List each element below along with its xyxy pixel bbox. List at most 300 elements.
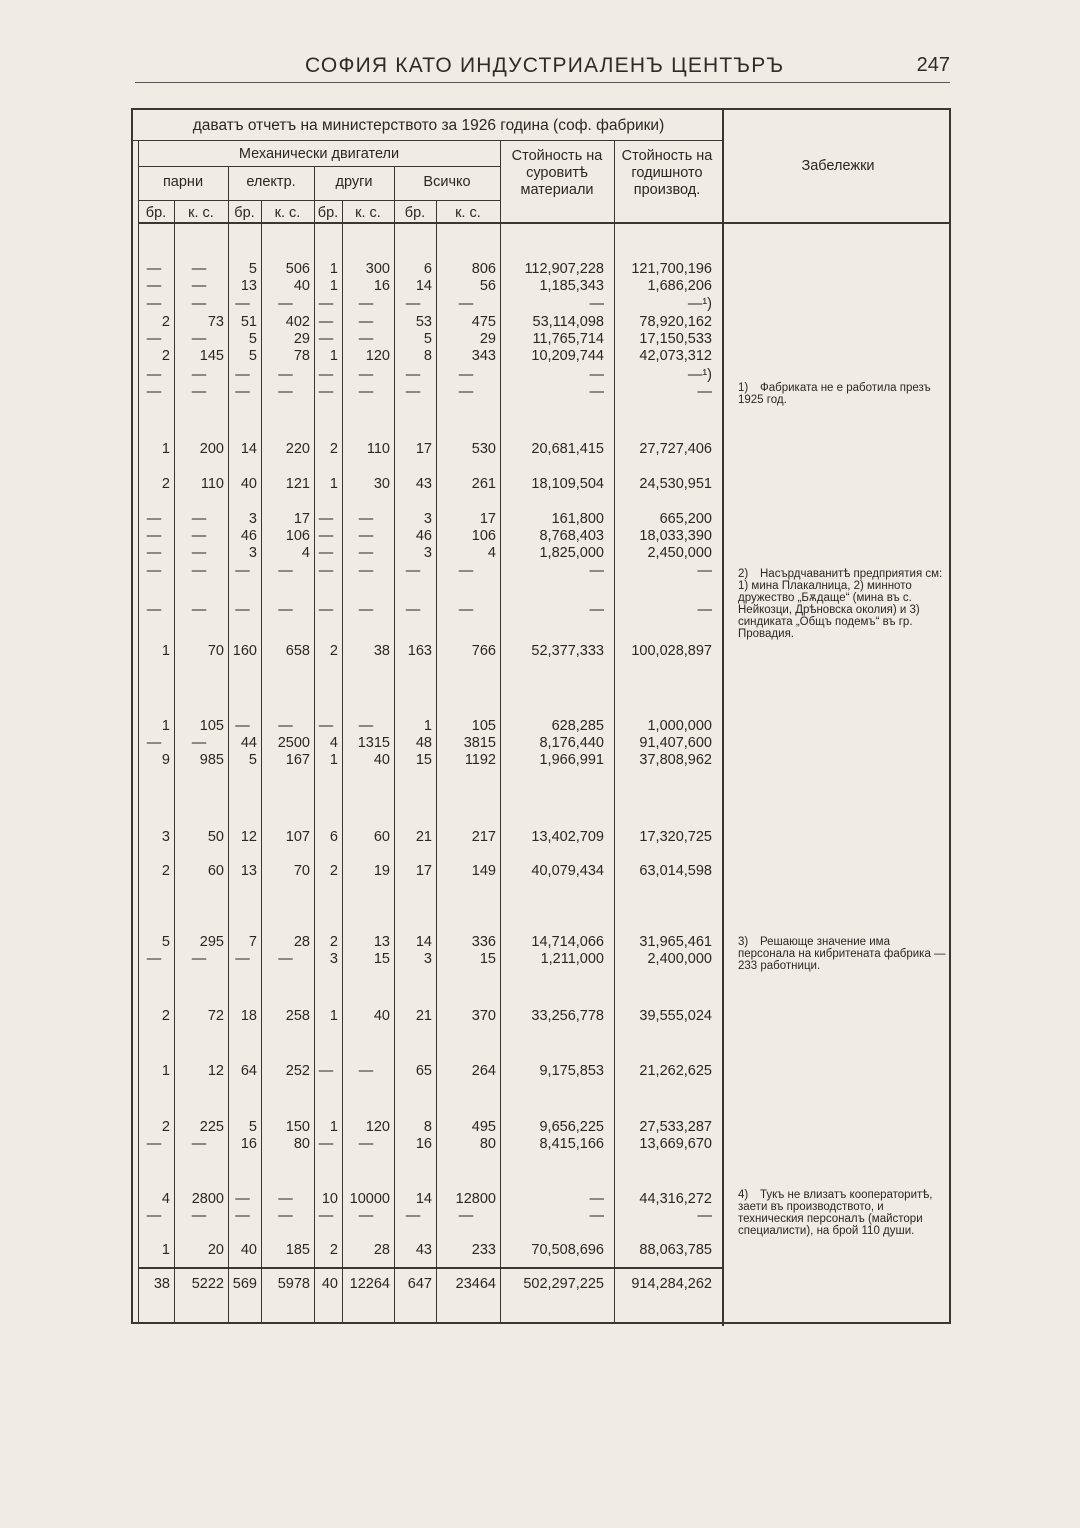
table-cell: 121 <box>285 476 310 492</box>
table-cell: 40 <box>240 476 257 492</box>
table-cell: 63,014,598 <box>639 863 712 879</box>
table-cell: 5 <box>423 331 432 347</box>
table-cell: 1 <box>161 643 170 659</box>
table-cell: 336 <box>471 934 496 950</box>
table-cell: 1,000,000 <box>647 718 712 734</box>
table-cell: — <box>358 563 374 579</box>
table-cell: 17 <box>479 511 496 527</box>
table-cell: — <box>278 563 293 579</box>
footnote-number: 3) <box>738 936 749 948</box>
footnote-text: Фабриката не е работила презъ 1925 год. <box>738 382 931 406</box>
table-cell: — <box>589 602 604 618</box>
table-cell: 2 <box>329 1242 338 1258</box>
table-cell: 16 <box>240 1136 257 1152</box>
table-cell: 3 <box>161 829 170 845</box>
table-cell: — <box>278 602 293 618</box>
table-cell: — <box>146 602 162 618</box>
total-cell: 502,297,225 <box>523 1276 604 1292</box>
table-cell: 17,150,533 <box>639 331 712 347</box>
table-cell: 1 <box>329 278 338 294</box>
total-cell: 12264 <box>349 1276 390 1292</box>
table-cell: — <box>318 331 334 347</box>
table-cell: 18,033,390 <box>639 528 712 544</box>
table-cell: 402 <box>285 314 310 330</box>
table-cell: 233 <box>471 1242 496 1258</box>
table-cell: 258 <box>285 1008 310 1024</box>
table-cell: 24,530,951 <box>639 476 712 492</box>
table-cell: — <box>191 331 207 347</box>
table-cell: 506 <box>285 261 310 277</box>
data-table <box>131 108 951 1324</box>
table-cell: 1 <box>161 1063 170 1079</box>
table-cell: 2 <box>329 643 338 659</box>
table-cell: 50 <box>207 829 224 845</box>
table-cell: — <box>191 735 207 751</box>
table-cell: 44 <box>240 735 257 751</box>
table-cell: — <box>191 528 207 544</box>
table-cell: 163 <box>407 643 432 659</box>
table-cell: 2 <box>161 863 170 879</box>
unit-hp: к. с. <box>355 205 381 221</box>
table-cell: 18,109,504 <box>531 476 604 492</box>
table-cell: 160 <box>232 643 257 659</box>
total-cell: 569 <box>232 1276 257 1292</box>
table-cell: 105 <box>471 718 496 734</box>
table-cell: 2 <box>161 314 170 330</box>
table-cell: — <box>191 563 207 579</box>
page-number: 247 <box>916 54 950 76</box>
table-cell: 658 <box>285 643 310 659</box>
table-cell: 12800 <box>455 1191 496 1207</box>
table-cell: 10 <box>321 1191 338 1207</box>
table-cell: 14 <box>415 934 432 950</box>
table-cell: 112,907,228 <box>524 261 604 277</box>
unit-count: бр. <box>234 205 255 221</box>
table-cell: 78 <box>293 348 310 364</box>
unit-hp: к. с. <box>274 205 301 221</box>
table-cell: 3 <box>423 511 432 527</box>
footnote-number: 4) <box>738 1189 749 1201</box>
table-cell: 1 <box>423 718 432 734</box>
table-cell: — <box>358 367 374 383</box>
table-cell: — <box>235 367 250 383</box>
table-rule <box>138 222 951 224</box>
table-cell: 42,073,312 <box>639 348 712 364</box>
table-cell: 200 <box>199 441 224 457</box>
table-cell: — <box>191 384 207 400</box>
page-title: СОФИЯ КАТО ИНДУСТРИАЛЕНЪ ЦЕНТЪРЪ <box>305 54 785 77</box>
table-cell: 8,176,440 <box>539 735 604 751</box>
table-cell: 17 <box>415 441 432 457</box>
table-rule <box>614 140 615 1322</box>
table-rule <box>174 200 175 1322</box>
table-cell: — <box>697 1208 712 1224</box>
table-cell: 5 <box>248 752 257 768</box>
table-cell: — <box>589 384 604 400</box>
table-cell: 1,825,000 <box>539 545 604 561</box>
footnote <box>738 382 948 406</box>
table-cell: 665,200 <box>659 511 712 527</box>
table-cell: 40 <box>293 278 310 294</box>
table-cell: — <box>358 545 374 561</box>
table-cell: 295 <box>199 934 224 950</box>
table-cell: 217 <box>471 829 496 845</box>
table-cell: —¹) <box>687 367 712 383</box>
table-cell: — <box>278 367 293 383</box>
table-cell: 2 <box>161 476 170 492</box>
table-cell: 8 <box>423 1119 432 1135</box>
header-total: Всичко <box>423 174 471 190</box>
footnote <box>738 568 948 640</box>
table-cell: 37,808,962 <box>639 752 712 768</box>
table-cell: — <box>146 367 162 383</box>
table-cell: 91,407,600 <box>639 735 712 751</box>
table-cell: — <box>358 296 374 312</box>
table-cell: — <box>146 563 162 579</box>
table-rule <box>138 1267 723 1269</box>
running-header <box>135 52 950 83</box>
table-cell: — <box>358 1136 374 1152</box>
table-rule <box>261 200 262 1322</box>
table-cell: 64 <box>240 1063 257 1079</box>
table-cell: — <box>318 528 334 544</box>
table-cell: 80 <box>479 1136 496 1152</box>
table-cell: 110 <box>200 476 224 492</box>
table-cell: 13,402,709 <box>531 829 604 845</box>
table-cell: 3 <box>248 511 257 527</box>
table-cell: — <box>146 735 162 751</box>
table-cell: 2 <box>161 1119 170 1135</box>
table-cell: — <box>589 1191 604 1207</box>
table-cell: — <box>458 384 474 400</box>
table-cell: — <box>278 1191 293 1207</box>
table-cell: — <box>191 951 207 967</box>
header-notes: Забележки <box>801 158 875 174</box>
table-cell: 343 <box>471 348 496 364</box>
total-cell: 914,284,262 <box>631 1276 712 1292</box>
unit-count: бр. <box>317 205 339 221</box>
table-cell: — <box>358 511 374 527</box>
table-cell: 19 <box>373 863 390 879</box>
table-cell: 11,765,714 <box>532 331 604 347</box>
table-cell: — <box>358 1063 374 1079</box>
table-cell: 18 <box>240 1008 257 1024</box>
table-cell: — <box>235 1208 250 1224</box>
table-cell: 40 <box>373 1008 390 1024</box>
table-cell: 27,533,287 <box>639 1119 712 1135</box>
table-cell: 3 <box>423 951 432 967</box>
table-cell: — <box>697 384 712 400</box>
table-cell: — <box>589 296 604 312</box>
table-cell: 72 <box>207 1008 224 1024</box>
table-cell: — <box>146 545 162 561</box>
table-cell: 40 <box>240 1242 257 1258</box>
table-rule <box>342 200 343 1322</box>
table-cell: 106 <box>285 528 310 544</box>
table-rule <box>722 110 724 1326</box>
table-cell: — <box>318 718 334 734</box>
unit-hp: к. с. <box>188 205 214 221</box>
table-cell: 31,965,461 <box>639 934 712 950</box>
table-cell: 475 <box>471 314 496 330</box>
table-cell: 10,209,744 <box>531 348 604 364</box>
table-cell: 7 <box>248 934 257 950</box>
table-cell: — <box>589 1208 604 1224</box>
table-cell: 15 <box>373 951 390 967</box>
table-cell: — <box>146 296 162 312</box>
table-cell: — <box>358 384 374 400</box>
table-cell: 220 <box>285 441 310 457</box>
table-cell: — <box>146 951 162 967</box>
table-cell: 3815 <box>463 735 496 751</box>
total-cell: 40 <box>321 1276 338 1292</box>
table-cell: 9,656,225 <box>539 1119 604 1135</box>
table-cell: 1 <box>161 441 170 457</box>
table-cell: 70,508,696 <box>531 1242 604 1258</box>
table-cell: — <box>458 367 474 383</box>
table-caption: даватъ отчетъ на министерството за 1926 година (соф. фабрики) <box>133 110 724 141</box>
table-cell: — <box>235 563 250 579</box>
table-cell: — <box>191 1136 207 1152</box>
table-cell: — <box>191 261 207 277</box>
table-cell: — <box>146 1208 162 1224</box>
table-cell: 985 <box>199 752 224 768</box>
table-cell: — <box>191 296 207 312</box>
table-cell: — <box>278 951 293 967</box>
table-cell: 8 <box>423 348 432 364</box>
table-cell: 13,669,670 <box>639 1136 712 1152</box>
table-cell: 28 <box>293 934 310 950</box>
header-other: други <box>335 174 373 190</box>
table-cell: 1 <box>329 348 338 364</box>
table-cell: 70 <box>293 863 310 879</box>
table-cell: 120 <box>365 348 390 364</box>
table-cell: 16 <box>415 1136 432 1152</box>
table-cell: — <box>358 718 374 734</box>
table-cell: — <box>318 367 334 383</box>
table-cell: 225 <box>199 1119 224 1135</box>
table-cell: 120 <box>365 1119 390 1135</box>
table-cell: 80 <box>293 1136 310 1152</box>
table-cell: 44,316,272 <box>639 1191 712 1207</box>
table-cell: 1 <box>329 1008 338 1024</box>
table-rule <box>138 166 500 167</box>
table-cell: 4 <box>161 1191 170 1207</box>
table-rule <box>138 200 500 201</box>
table-cell: — <box>191 1208 207 1224</box>
table-cell: — <box>405 1208 421 1224</box>
table-cell: 1,211,000 <box>540 951 604 967</box>
table-rule <box>436 200 437 1322</box>
table-cell: — <box>458 296 474 312</box>
table-cell: 105 <box>199 718 224 734</box>
table-cell: — <box>191 511 207 527</box>
table-cell: 2 <box>161 348 170 364</box>
table-cell: 51 <box>240 314 257 330</box>
table-cell: — <box>278 296 293 312</box>
table-cell: 29 <box>479 331 496 347</box>
table-cell: 15 <box>479 951 496 967</box>
table-cell: 43 <box>415 476 432 492</box>
table-cell: 4 <box>487 545 496 561</box>
table-cell: — <box>278 718 293 734</box>
table-rule <box>500 140 501 1322</box>
table-cell: 2 <box>329 441 338 457</box>
table-cell: — <box>318 384 334 400</box>
table-cell: 10000 <box>349 1191 390 1207</box>
table-cell: 1,686,206 <box>647 278 712 294</box>
table-cell: — <box>146 511 162 527</box>
header-steam: парни <box>162 174 204 190</box>
table-rule <box>228 166 229 1322</box>
table-cell: 2500 <box>277 735 310 751</box>
table-cell: — <box>405 563 421 579</box>
footnote-number: 2) <box>738 568 749 580</box>
table-cell: — <box>589 563 604 579</box>
table-cell: 149 <box>471 863 496 879</box>
table-cell: 20 <box>207 1242 224 1258</box>
table-cell: 161,800 <box>551 511 604 527</box>
table-cell: 13 <box>373 934 390 950</box>
table-cell: 2 <box>161 1008 170 1024</box>
table-cell: — <box>458 563 474 579</box>
table-cell: 1 <box>161 1242 170 1258</box>
table-cell: 33,256,778 <box>531 1008 604 1024</box>
table-cell: 60 <box>207 863 224 879</box>
header-production: Стойность на годишното производ. <box>621 148 713 198</box>
table-cell: 9 <box>161 752 170 768</box>
table-cell: 40,079,434 <box>531 863 604 879</box>
table-cell: — <box>318 1208 334 1224</box>
table-cell: 1 <box>329 261 338 277</box>
table-cell: — <box>146 261 162 277</box>
table-cell: — <box>318 511 334 527</box>
total-cell: 647 <box>407 1276 432 1292</box>
table-cell: 530 <box>471 441 496 457</box>
table-cell: 261 <box>471 476 496 492</box>
table-rule <box>314 166 315 1322</box>
table-cell: — <box>458 1208 474 1224</box>
header-raw-materials: Стойность на суровитѣ материали <box>511 148 603 198</box>
table-cell: 2 <box>329 934 338 950</box>
table-cell: — <box>405 367 421 383</box>
header-electric: електр. <box>246 174 296 190</box>
table-cell: — <box>235 296 250 312</box>
table-cell: 12 <box>240 829 257 845</box>
header-motors: Механически двигатели <box>238 146 400 162</box>
table-cell: 110 <box>366 441 390 457</box>
footnote <box>738 1189 948 1237</box>
table-cell: — <box>318 1136 334 1152</box>
table-cell: 13 <box>240 863 257 879</box>
table-cell: 2800 <box>191 1191 224 1207</box>
table-cell: — <box>318 602 334 618</box>
total-cell: 38 <box>153 1276 170 1292</box>
table-cell: 107 <box>285 829 310 845</box>
table-cell: 14 <box>415 1191 432 1207</box>
table-cell: 264 <box>471 1063 496 1079</box>
unit-hp: к. с. <box>455 205 481 221</box>
table-cell: 121,700,196 <box>631 261 712 277</box>
table-cell: 167 <box>285 752 310 768</box>
footnote <box>738 936 948 972</box>
table-cell: 5 <box>248 331 257 347</box>
table-cell: — <box>358 602 374 618</box>
table-cell: 39,555,024 <box>639 1008 712 1024</box>
table-cell: — <box>405 296 421 312</box>
table-cell: 1,966,991 <box>539 752 604 768</box>
table-cell: — <box>146 278 162 294</box>
table-cell: 1 <box>329 476 338 492</box>
table-cell: 29 <box>293 331 310 347</box>
table-cell: — <box>191 602 207 618</box>
table-cell: 3 <box>248 545 257 561</box>
table-cell: 88,063,785 <box>639 1242 712 1258</box>
table-cell: — <box>318 545 334 561</box>
table-cell: 145 <box>199 348 224 364</box>
table-cell: 8,768,403 <box>539 528 604 544</box>
table-cell: 1 <box>329 1119 338 1135</box>
table-cell: 40 <box>373 752 390 768</box>
table-cell: — <box>458 602 474 618</box>
table-cell: — <box>318 314 334 330</box>
table-cell: — <box>146 331 162 347</box>
table-cell: 3 <box>423 545 432 561</box>
table-cell: 70 <box>207 643 224 659</box>
table-cell: — <box>358 528 374 544</box>
footnote-text: Насърдчаванитѣ предприятия см: 1) мина Плакалница, 2) минното дружество „Бѫдаще“ (мина въ с. Нейкозци, Дрѣновска околия) и 3) синдиката „Общъ подемъ“ въ гр. Провадия. <box>738 568 943 640</box>
table-cell: — <box>358 1208 374 1224</box>
table-cell: 28 <box>373 1242 390 1258</box>
table-cell: 17 <box>415 863 432 879</box>
table-cell: 1315 <box>357 735 390 751</box>
total-cell: 5978 <box>277 1276 310 1292</box>
table-cell: 21 <box>415 829 432 845</box>
table-cell: 4 <box>301 545 310 561</box>
table-cell: 3 <box>329 951 338 967</box>
table-cell: 5 <box>161 934 170 950</box>
table-cell: — <box>318 563 334 579</box>
table-cell: — <box>235 602 250 618</box>
unit-count: бр. <box>145 205 167 221</box>
footnote-text: Тукъ не влизатъ кооператоритѣ, заети въ производството, и техническия персоналъ (майстори специалисти), на брой 110 души. <box>738 1189 933 1237</box>
table-cell: 2 <box>329 863 338 879</box>
table-cell: — <box>405 602 421 618</box>
table-cell: — <box>697 602 712 618</box>
table-cell: — <box>589 367 604 383</box>
table-cell: 150 <box>285 1119 310 1135</box>
table-cell: — <box>146 528 162 544</box>
table-cell: 1,185,343 <box>539 278 604 294</box>
table-cell: 6 <box>329 829 338 845</box>
table-cell: 12 <box>207 1063 224 1079</box>
table-cell: 5 <box>248 261 257 277</box>
table-cell: 13 <box>240 278 257 294</box>
table-cell: 252 <box>285 1063 310 1079</box>
table-cell: 52,377,333 <box>531 643 604 659</box>
table-cell: 14 <box>240 441 257 457</box>
table-cell: 766 <box>471 643 496 659</box>
table-cell: 53,114,098 <box>532 314 604 330</box>
total-cell: 23464 <box>455 1276 496 1292</box>
table-cell: 78,920,162 <box>639 314 712 330</box>
table-cell: 2,450,000 <box>647 545 712 561</box>
table-cell: 1 <box>161 718 170 734</box>
table-cell: — <box>697 563 712 579</box>
table-cell: — <box>235 384 250 400</box>
table-cell: 38 <box>373 643 390 659</box>
table-cell: 1 <box>329 752 338 768</box>
